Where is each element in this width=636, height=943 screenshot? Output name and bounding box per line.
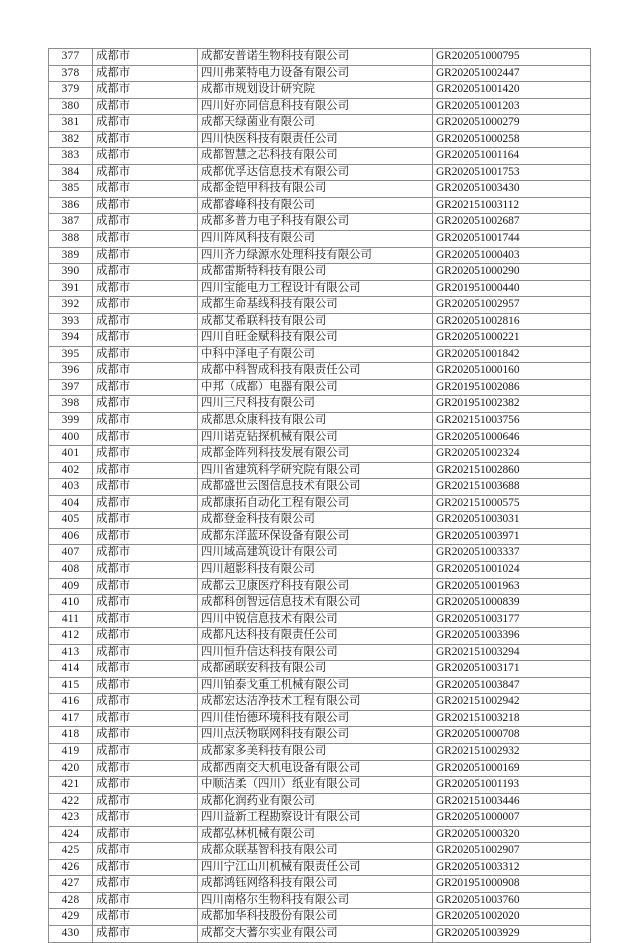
row-company-name: 成都众联基智科技有限公司 xyxy=(198,843,433,860)
row-index: 419 xyxy=(49,743,93,760)
row-company-name: 成都金铠甲科技有限公司 xyxy=(198,181,433,198)
row-certificate-number: GR202051000169 xyxy=(433,760,591,777)
row-certificate-number: GR202051000839 xyxy=(433,595,591,612)
row-index: 404 xyxy=(49,495,93,512)
row-company-name: 成都西南交大机电设备有限公司 xyxy=(198,760,433,777)
row-index: 407 xyxy=(49,545,93,562)
row-certificate-number: GR202051000795 xyxy=(433,49,591,66)
row-index: 393 xyxy=(49,313,93,330)
row-index: 413 xyxy=(49,644,93,661)
table-row xyxy=(49,115,591,132)
row-certificate-number: GR202051003171 xyxy=(433,661,591,678)
row-index: 387 xyxy=(49,214,93,231)
table-row xyxy=(49,65,591,82)
table-row xyxy=(49,49,591,66)
row-certificate-number: GR202151003446 xyxy=(433,793,591,810)
row-index: 427 xyxy=(49,876,93,893)
row-company-name: 成都凡达科技有限责任公司 xyxy=(198,628,433,645)
row-city: 成都市 xyxy=(93,247,198,264)
row-index: 377 xyxy=(49,49,93,66)
table-row xyxy=(49,197,591,214)
row-certificate-number: GR202051003760 xyxy=(433,892,591,909)
row-city: 成都市 xyxy=(93,462,198,479)
row-city: 成都市 xyxy=(93,330,198,347)
table-row xyxy=(49,595,591,612)
row-certificate-number: GR202051003971 xyxy=(433,528,591,545)
row-certificate-number: GR202051001203 xyxy=(433,98,591,115)
table-row xyxy=(49,462,591,479)
row-company-name: 成都交大蓍尔实业有限公司 xyxy=(198,925,433,942)
table-row xyxy=(49,363,591,380)
row-city: 成都市 xyxy=(93,164,198,181)
row-city: 成都市 xyxy=(93,181,198,198)
row-city: 成都市 xyxy=(93,528,198,545)
table-row xyxy=(49,859,591,876)
row-company-name: 四川阵风科技有限公司 xyxy=(198,231,433,248)
row-certificate-number: GR202051002957 xyxy=(433,297,591,314)
row-city: 成都市 xyxy=(93,694,198,711)
row-certificate-number: GR202051003337 xyxy=(433,545,591,562)
table-row xyxy=(49,446,591,463)
row-index: 388 xyxy=(49,231,93,248)
row-company-name: 四川齐力绿源水处理科技有限公司 xyxy=(198,247,433,264)
row-certificate-number: GR202051003929 xyxy=(433,925,591,942)
row-index: 420 xyxy=(49,760,93,777)
row-index: 414 xyxy=(49,661,93,678)
row-city: 成都市 xyxy=(93,561,198,578)
row-certificate-number: GR202051002816 xyxy=(433,313,591,330)
row-certificate-number: GR202051003312 xyxy=(433,859,591,876)
row-index: 394 xyxy=(49,330,93,347)
registry-table-body xyxy=(49,49,591,943)
row-certificate-number: GR201951000440 xyxy=(433,280,591,297)
row-certificate-number: GR201951002086 xyxy=(433,379,591,396)
table-row xyxy=(49,214,591,231)
row-city: 成都市 xyxy=(93,710,198,727)
row-company-name: 成都科创智远信息技术有限公司 xyxy=(198,595,433,612)
table-row xyxy=(49,561,591,578)
row-company-name: 四川点沃物联网科技有限公司 xyxy=(198,727,433,744)
row-certificate-number: GR202151003112 xyxy=(433,197,591,214)
row-certificate-number: GR202151000575 xyxy=(433,495,591,512)
table-row xyxy=(49,876,591,893)
row-index: 405 xyxy=(49,512,93,529)
row-certificate-number: GR202151003756 xyxy=(433,413,591,430)
row-index: 430 xyxy=(49,925,93,942)
table-row xyxy=(49,330,591,347)
table-row xyxy=(49,578,591,595)
table-row xyxy=(49,413,591,430)
row-certificate-number: GR202051000646 xyxy=(433,429,591,446)
row-company-name: 成都盛世云图信息技术有限公司 xyxy=(198,479,433,496)
table-row xyxy=(49,777,591,794)
row-city: 成都市 xyxy=(93,611,198,628)
table-row xyxy=(49,495,591,512)
row-certificate-number: GR202051002324 xyxy=(433,446,591,463)
row-company-name: 成都中科智成科技有限责任公司 xyxy=(198,363,433,380)
row-index: 402 xyxy=(49,462,93,479)
table-row xyxy=(49,843,591,860)
row-city: 成都市 xyxy=(93,876,198,893)
row-city: 成都市 xyxy=(93,777,198,794)
row-certificate-number: GR202051001744 xyxy=(433,231,591,248)
row-company-name: 成都家多美科技有限公司 xyxy=(198,743,433,760)
row-certificate-number: GR202051002687 xyxy=(433,214,591,231)
row-certificate-number: GR202051001963 xyxy=(433,578,591,595)
row-index: 378 xyxy=(49,65,93,82)
row-company-name: 成都优孚达信息技术有限公司 xyxy=(198,164,433,181)
row-index: 425 xyxy=(49,843,93,860)
row-index: 416 xyxy=(49,694,93,711)
row-city: 成都市 xyxy=(93,280,198,297)
row-company-name: 四川超影科技有限公司 xyxy=(198,561,433,578)
row-certificate-number: GR202051001753 xyxy=(433,164,591,181)
row-certificate-number: GR202051003430 xyxy=(433,181,591,198)
row-company-name: 成都金阵列科技发展有限公司 xyxy=(198,446,433,463)
table-row xyxy=(49,82,591,99)
row-company-name: 成都康拓自动化工程有限公司 xyxy=(198,495,433,512)
row-city: 成都市 xyxy=(93,909,198,926)
row-certificate-number: GR202151002860 xyxy=(433,462,591,479)
row-company-name: 成都生命基线科技有限公司 xyxy=(198,297,433,314)
row-index: 382 xyxy=(49,131,93,148)
row-certificate-number: GR202051001024 xyxy=(433,561,591,578)
row-company-name: 四川自旺金赋科技有限公司 xyxy=(198,330,433,347)
row-city: 成都市 xyxy=(93,677,198,694)
row-city: 成都市 xyxy=(93,363,198,380)
row-index: 412 xyxy=(49,628,93,645)
row-city: 成都市 xyxy=(93,413,198,430)
row-company-name: 四川中锐信息技术有限公司 xyxy=(198,611,433,628)
row-company-name: 四川宁江山川机械有限责任公司 xyxy=(198,859,433,876)
row-company-name: 成都云卫康医疗科技有限公司 xyxy=(198,578,433,595)
row-company-name: 四川域高建筑设计有限公司 xyxy=(198,545,433,562)
table-row xyxy=(49,231,591,248)
table-row xyxy=(49,313,591,330)
row-index: 418 xyxy=(49,727,93,744)
row-company-name: 成都天绿菌业有限公司 xyxy=(198,115,433,132)
row-certificate-number: GR202051000320 xyxy=(433,826,591,843)
row-city: 成都市 xyxy=(93,595,198,612)
row-company-name: 成都雷斯特科技有限公司 xyxy=(198,264,433,281)
row-index: 391 xyxy=(49,280,93,297)
row-company-name: 四川佳怡德环境科技有限公司 xyxy=(198,710,433,727)
row-index: 400 xyxy=(49,429,93,446)
row-certificate-number: GR202051001842 xyxy=(433,346,591,363)
row-certificate-number: GR201951002382 xyxy=(433,396,591,413)
row-certificate-number: GR202051000221 xyxy=(433,330,591,347)
row-city: 成都市 xyxy=(93,49,198,66)
row-index: 411 xyxy=(49,611,93,628)
row-company-name: 四川南格尔生物科技有限公司 xyxy=(198,892,433,909)
table-row xyxy=(49,925,591,942)
row-certificate-number: GR202051000007 xyxy=(433,810,591,827)
table-row xyxy=(49,297,591,314)
row-city: 成都市 xyxy=(93,479,198,496)
table-row xyxy=(49,644,591,661)
table-row xyxy=(49,810,591,827)
row-city: 成都市 xyxy=(93,826,198,843)
row-index: 392 xyxy=(49,297,93,314)
row-city: 成都市 xyxy=(93,446,198,463)
table-row xyxy=(49,661,591,678)
row-certificate-number: GR202151002942 xyxy=(433,694,591,711)
row-certificate-number: GR202051001420 xyxy=(433,82,591,99)
row-certificate-number: GR201951000908 xyxy=(433,876,591,893)
row-index: 426 xyxy=(49,859,93,876)
row-certificate-number: GR202051003177 xyxy=(433,611,591,628)
row-index: 379 xyxy=(49,82,93,99)
table-row xyxy=(49,628,591,645)
row-index: 398 xyxy=(49,396,93,413)
row-company-name: 四川三尺科技有限公司 xyxy=(198,396,433,413)
table-row xyxy=(49,346,591,363)
row-city: 成都市 xyxy=(93,379,198,396)
row-city: 成都市 xyxy=(93,65,198,82)
table-row xyxy=(49,909,591,926)
row-company-name: 四川宝能电力工程设计有限公司 xyxy=(198,280,433,297)
row-city: 成都市 xyxy=(93,264,198,281)
table-row xyxy=(49,429,591,446)
row-company-name: 成都安普诺生物科技有限公司 xyxy=(198,49,433,66)
row-company-name: 成都鸿钰网络科技有限公司 xyxy=(198,876,433,893)
table-row xyxy=(49,280,591,297)
row-index: 421 xyxy=(49,777,93,794)
row-index: 424 xyxy=(49,826,93,843)
row-index: 380 xyxy=(49,98,93,115)
row-index: 389 xyxy=(49,247,93,264)
row-city: 成都市 xyxy=(93,313,198,330)
table-row xyxy=(49,131,591,148)
row-company-name: 四川益新工程勘察设计有限公司 xyxy=(198,810,433,827)
row-index: 396 xyxy=(49,363,93,380)
row-certificate-number: GR202151002932 xyxy=(433,743,591,760)
row-company-name: 成都登金科技有限公司 xyxy=(198,512,433,529)
row-city: 成都市 xyxy=(93,214,198,231)
table-row xyxy=(49,512,591,529)
table-row xyxy=(49,892,591,909)
table-row xyxy=(49,677,591,694)
row-certificate-number: GR202051002447 xyxy=(433,65,591,82)
table-row xyxy=(49,545,591,562)
row-certificate-number: GR202051000160 xyxy=(433,363,591,380)
row-index: 386 xyxy=(49,197,93,214)
row-company-name: 成都思众康科技有限公司 xyxy=(198,413,433,430)
row-city: 成都市 xyxy=(93,628,198,645)
row-city: 成都市 xyxy=(93,512,198,529)
row-company-name: 四川快医科技有限责任公司 xyxy=(198,131,433,148)
row-company-name: 成都加华科技股份有限公司 xyxy=(198,909,433,926)
row-certificate-number: GR202151003218 xyxy=(433,710,591,727)
registry-table-container xyxy=(48,48,590,943)
row-index: 403 xyxy=(49,479,93,496)
row-index: 383 xyxy=(49,148,93,165)
row-city: 成都市 xyxy=(93,793,198,810)
row-index: 429 xyxy=(49,909,93,926)
row-city: 成都市 xyxy=(93,98,198,115)
row-index: 399 xyxy=(49,413,93,430)
row-certificate-number: GR202051003031 xyxy=(433,512,591,529)
row-city: 成都市 xyxy=(93,743,198,760)
row-city: 成都市 xyxy=(93,429,198,446)
row-certificate-number: GR202051001164 xyxy=(433,148,591,165)
row-city: 成都市 xyxy=(93,396,198,413)
table-row xyxy=(49,760,591,777)
row-certificate-number: GR202051003847 xyxy=(433,677,591,694)
table-row xyxy=(49,379,591,396)
table-row xyxy=(49,611,591,628)
table-row xyxy=(49,793,591,810)
row-company-name: 成都智慧之芯科技有限公司 xyxy=(198,148,433,165)
row-certificate-number: GR202051000290 xyxy=(433,264,591,281)
table-row xyxy=(49,264,591,281)
table-row xyxy=(49,181,591,198)
row-certificate-number: GR202051000708 xyxy=(433,727,591,744)
row-index: 410 xyxy=(49,595,93,612)
row-index: 384 xyxy=(49,164,93,181)
row-certificate-number: GR202051002907 xyxy=(433,843,591,860)
row-index: 395 xyxy=(49,346,93,363)
table-row xyxy=(49,247,591,264)
row-index: 406 xyxy=(49,528,93,545)
row-city: 成都市 xyxy=(93,892,198,909)
row-company-name: 成都睿峰科技有限公司 xyxy=(198,197,433,214)
row-city: 成都市 xyxy=(93,925,198,942)
row-city: 成都市 xyxy=(93,760,198,777)
row-city: 成都市 xyxy=(93,843,198,860)
row-index: 423 xyxy=(49,810,93,827)
row-certificate-number: GR202051000258 xyxy=(433,131,591,148)
row-city: 成都市 xyxy=(93,859,198,876)
row-index: 390 xyxy=(49,264,93,281)
row-company-name: 成都宏达洁净技术工程有限公司 xyxy=(198,694,433,711)
row-certificate-number: GR202051002020 xyxy=(433,909,591,926)
row-company-name: 中科中泽电子有限公司 xyxy=(198,346,433,363)
row-index: 428 xyxy=(49,892,93,909)
row-index: 422 xyxy=(49,793,93,810)
row-index: 417 xyxy=(49,710,93,727)
table-row xyxy=(49,148,591,165)
row-company-name: 成都函联安科技有限公司 xyxy=(198,661,433,678)
row-city: 成都市 xyxy=(93,82,198,99)
row-city: 成都市 xyxy=(93,148,198,165)
row-index: 415 xyxy=(49,677,93,694)
row-certificate-number: GR202051001193 xyxy=(433,777,591,794)
row-city: 成都市 xyxy=(93,115,198,132)
row-company-name: 成都化润药业有限公司 xyxy=(198,793,433,810)
row-city: 成都市 xyxy=(93,297,198,314)
table-row xyxy=(49,164,591,181)
table-row xyxy=(49,710,591,727)
row-company-name: 四川铂泰戈重工机械有限公司 xyxy=(198,677,433,694)
row-certificate-number: GR202051000403 xyxy=(433,247,591,264)
row-city: 成都市 xyxy=(93,495,198,512)
row-city: 成都市 xyxy=(93,810,198,827)
row-city: 成都市 xyxy=(93,727,198,744)
table-row xyxy=(49,826,591,843)
row-certificate-number: GR202151003294 xyxy=(433,644,591,661)
row-certificate-number: GR202051000279 xyxy=(433,115,591,132)
row-company-name: 成都市规划设计研究院 xyxy=(198,82,433,99)
table-row xyxy=(49,694,591,711)
row-city: 成都市 xyxy=(93,131,198,148)
row-company-name: 四川弗莱特电力设备有限公司 xyxy=(198,65,433,82)
row-city: 成都市 xyxy=(93,644,198,661)
row-company-name: 成都艾希联科技有限公司 xyxy=(198,313,433,330)
row-company-name: 成都多普力电子科技有限公司 xyxy=(198,214,433,231)
row-company-name: 成都弘林机械有限公司 xyxy=(198,826,433,843)
row-index: 409 xyxy=(49,578,93,595)
row-company-name: 中邦（成都）电器有限公司 xyxy=(198,379,433,396)
table-row xyxy=(49,727,591,744)
row-company-name: 四川恒升信达科技有限公司 xyxy=(198,644,433,661)
row-company-name: 四川好亦同信息科技有限公司 xyxy=(198,98,433,115)
row-company-name: 四川省建筑科学研究院有限公司 xyxy=(198,462,433,479)
row-company-name: 四川诺克钻探机械有限公司 xyxy=(198,429,433,446)
row-index: 385 xyxy=(49,181,93,198)
row-city: 成都市 xyxy=(93,346,198,363)
row-index: 408 xyxy=(49,561,93,578)
registry-table xyxy=(48,48,591,943)
row-city: 成都市 xyxy=(93,545,198,562)
row-certificate-number: GR202051003396 xyxy=(433,628,591,645)
table-row xyxy=(49,396,591,413)
row-city: 成都市 xyxy=(93,231,198,248)
row-index: 401 xyxy=(49,446,93,463)
row-certificate-number: GR202151003688 xyxy=(433,479,591,496)
row-company-name: 中顺洁柔（四川）纸业有限公司 xyxy=(198,777,433,794)
row-city: 成都市 xyxy=(93,197,198,214)
row-city: 成都市 xyxy=(93,661,198,678)
row-city: 成都市 xyxy=(93,578,198,595)
row-index: 381 xyxy=(49,115,93,132)
table-row xyxy=(49,479,591,496)
row-company-name: 成都东洋蓝环保设备有限公司 xyxy=(198,528,433,545)
table-row xyxy=(49,528,591,545)
table-row xyxy=(49,98,591,115)
row-index: 397 xyxy=(49,379,93,396)
table-row xyxy=(49,743,591,760)
